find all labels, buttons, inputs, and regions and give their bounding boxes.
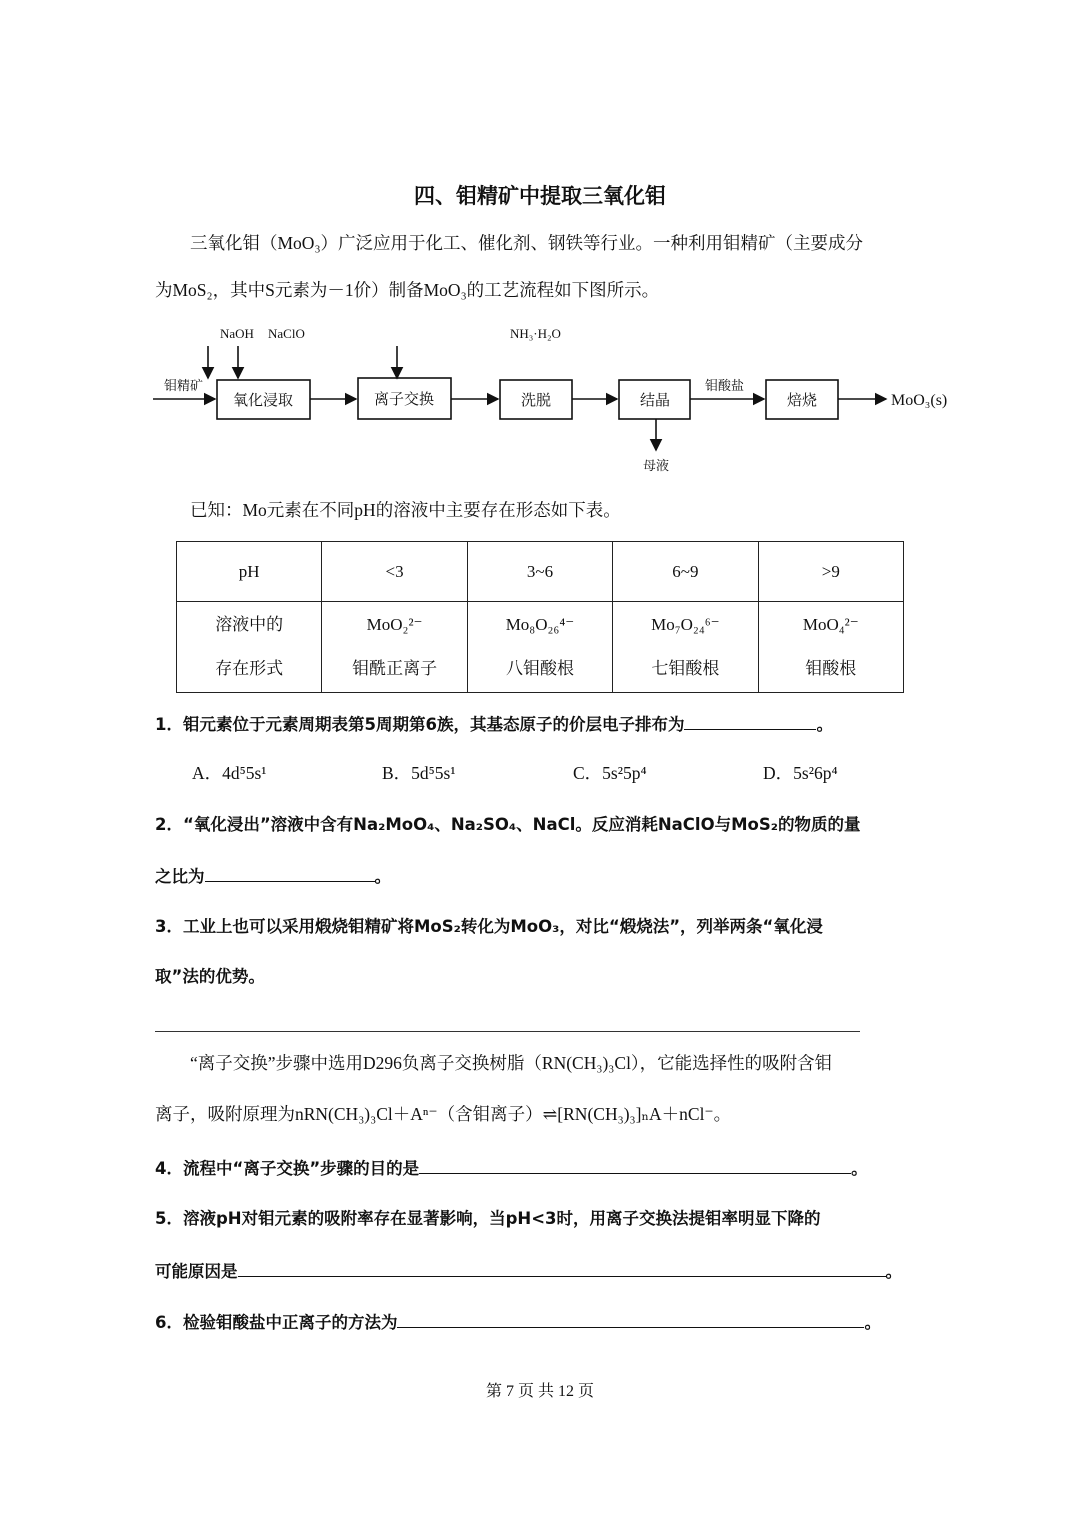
question-6: [155, 1309, 881, 1335]
output-label: MoO₃(s): [891, 392, 948, 409]
species-formula: Mo₇O₂₄⁶⁻: [651, 615, 720, 634]
species-name: 钼酰正离子: [352, 659, 438, 678]
species-name: 八钼酸根: [505, 659, 574, 678]
punct: 。: [885, 1262, 902, 1281]
table-header: 6~9: [613, 542, 758, 602]
intro-line-2: 为MoS₂，其中S元素为－1价）制备MoO₃的工艺流程如下图所示。: [155, 280, 660, 300]
table-cell: [467, 602, 612, 693]
table-header: 3~6: [467, 542, 612, 602]
species-name: 钼酸根: [805, 659, 857, 678]
section-title: 四、钼精矿中提取三氧化钼: [414, 184, 666, 208]
question-3-line-1: 3．工业上也可以采用煅烧钼精矿将MoS₂转化为MoO₃，对比“煅烧法”，列举两条“氧化浸: [155, 917, 823, 936]
question-1-text: 1．钼元素位于元素周期表第5周期第6族，其基态原子的价层电子排布为: [155, 715, 685, 734]
mo-species-table: [176, 541, 904, 693]
table-cell: [177, 602, 322, 693]
table-header: pH: [177, 542, 322, 602]
byproduct-label: 母液: [643, 458, 670, 473]
answer-blank[interactable]: [684, 711, 816, 730]
table-cell: [613, 602, 758, 693]
resin-para-line-1: “离子交换”步骤中选用D296负离子交换树脂（RN(CH₃)₃Cl），它能选择性的吸附含钼: [190, 1053, 833, 1073]
q6-text: 6．检验钼酸盐中正离子的方法为: [155, 1313, 398, 1332]
answer-blank[interactable]: [419, 1155, 851, 1174]
q4-text: 4．流程中“离子交换”步骤的目的是: [155, 1159, 420, 1178]
step-label: 洗脱: [520, 393, 552, 409]
intermediate-label: 钼酸盐: [705, 378, 745, 393]
question-4: [155, 1155, 868, 1181]
question-5-line-2: [155, 1258, 902, 1284]
reagent-naclo: NaClO: [268, 326, 305, 341]
punct: 。: [864, 1313, 881, 1332]
answer-blank[interactable]: [238, 1258, 886, 1277]
punct: 。: [816, 715, 833, 734]
species-name: 七钼酸根: [651, 659, 720, 678]
punct: 。: [851, 1159, 868, 1178]
step-label: 氧化浸取: [232, 393, 294, 409]
option-d[interactable]: D．5s²6p⁴: [763, 763, 838, 783]
answer-line[interactable]: [155, 1031, 860, 1032]
question-2-line-2: [155, 863, 391, 889]
row-label: 溶液中的: [215, 615, 284, 634]
answer-blank[interactable]: [205, 863, 375, 882]
page-footer: 第 7 页 共 12 页: [485, 1383, 594, 1400]
row-label: 存在形式: [215, 659, 284, 678]
table-cell: [322, 602, 467, 693]
step-label: 焙烧: [786, 393, 818, 409]
q5-text: 可能原因是: [155, 1262, 238, 1281]
answer-blank[interactable]: [397, 1309, 864, 1328]
species-formula: MoO₄²⁻: [802, 615, 859, 634]
species-formula: MoO₂²⁻: [366, 615, 423, 634]
punct: 。: [374, 867, 391, 886]
reagent-naoh: NaOH: [220, 326, 254, 341]
known-text: 已知：Mo元素在不同pH的溶液中主要存在形态如下表。: [190, 500, 621, 520]
question-1: [155, 711, 833, 737]
option-b[interactable]: B．5d⁵5s¹: [382, 763, 456, 783]
process-flow-diagram: [0, 0, 1080, 480]
table-header: >9: [758, 542, 903, 602]
resin-para-line-2: 离子，吸附原理为nRN(CH₃)₃Cl＋Aⁿ⁻（含钼离子）⇌[RN(CH₃)₃]ₙA＋nCl⁻。: [155, 1104, 732, 1124]
table-cell: [758, 602, 903, 693]
option-c[interactable]: C．5s²5p⁴: [573, 763, 647, 783]
option-a[interactable]: A．4d⁵5s¹: [192, 763, 267, 783]
intro-line-1: 三氧化钼（MoO₃）广泛应用于化工、催化剂、钢铁等行业。一种利用钼精矿（主要成分: [190, 233, 864, 253]
q2-text: 之比为: [155, 867, 205, 886]
question-3-line-2: 取”法的优势。: [155, 967, 265, 986]
step-label: 离子交换: [373, 392, 435, 408]
table-header: <3: [322, 542, 467, 602]
step-label: 结晶: [639, 393, 671, 409]
input-label: 钼精矿: [164, 378, 204, 393]
reagent-ammonia: NH₃·H₂O: [510, 326, 561, 341]
species-formula: Mo₈O₂₆⁴⁻: [505, 615, 575, 634]
question-2-line-1: 2．“氧化浸出”溶液中含有Na₂MoO₄、Na₂SO₄、NaCl。反应消耗NaClO与MoS₂的物质的量: [155, 815, 861, 834]
question-5-line-1: 5．溶液pH对钼元素的吸附率存在显著影响，当pH<3时，用离子交换法提钼率明显下降的: [155, 1209, 821, 1228]
